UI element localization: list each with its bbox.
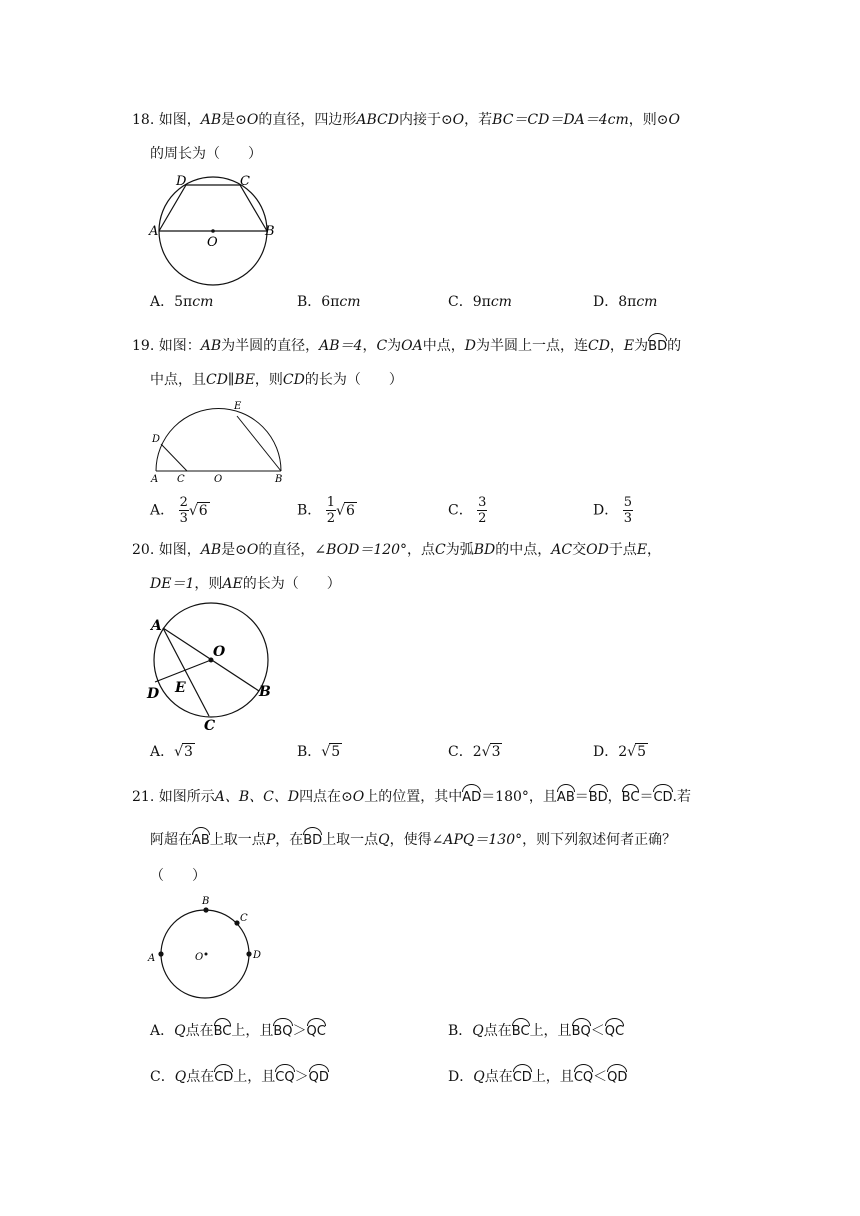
arc-ab: AB <box>557 784 575 808</box>
q19-option-a[interactable]: A． $\frac{2}{3}$ √6 <box>150 495 208 526</box>
arc: QD <box>607 1064 627 1088</box>
arc-bd: BD <box>589 784 608 808</box>
q21-label-d: D <box>253 950 262 961</box>
arc-ab: AB <box>192 827 210 851</box>
q20-label-c: C <box>204 718 216 734</box>
q18-label-c: C <box>240 174 250 189</box>
q21-label-a: A <box>148 953 156 964</box>
q20-option-d[interactable]: D．2√5 <box>593 744 646 760</box>
q21-line1: 21. 如图所示A、B、C、D四点在⊙O上的位置，其中AD＝180°，且AB＝BD，BC＝CD.若 <box>132 784 691 808</box>
arc: BC <box>214 1018 232 1042</box>
arc-bd: BD <box>648 333 667 357</box>
q18-label-o: O <box>207 235 218 250</box>
arc-bc: BC <box>622 784 640 808</box>
q19-label-a: A <box>151 474 159 485</box>
q21-line3: （ ） <box>150 868 206 884</box>
q18-label-d: D <box>176 174 187 189</box>
q19-option-b[interactable]: B． $\frac{1}{2}$ √6 <box>297 495 355 526</box>
q21-label-c: C <box>240 913 248 924</box>
q20-label-o: O <box>213 644 226 660</box>
q19-figure <box>148 398 293 486</box>
q20-label-b: B <box>259 684 271 700</box>
q19-line2: 中点，且CD∥BE，则CD的长为（ ） <box>150 372 403 388</box>
arc-bd: BD <box>303 827 322 851</box>
arc: CD <box>214 1064 233 1088</box>
q20-option-b[interactable]: B．√5 <box>297 744 341 760</box>
q19-option-c[interactable]: C． $\frac{3}{2}$ <box>448 495 487 526</box>
q19-line1: 19. 如图：AB为半圆的直径，AB＝4，C为OA中点，D为半圆上一点，连CD，E为BD的 <box>132 333 681 357</box>
q20-figure <box>143 602 278 734</box>
q21-label-b: B <box>202 896 210 907</box>
q20-option-a[interactable]: A．√3 <box>150 744 193 760</box>
arc: CQ <box>574 1064 593 1088</box>
q21-label-o: O <box>195 952 204 963</box>
q19-label-c: C <box>177 474 185 485</box>
q21-figure <box>143 892 278 1004</box>
q18-option-c[interactable]: C．9πcm <box>448 294 512 310</box>
arc: QD <box>309 1064 329 1088</box>
q18-option-a[interactable]: A．5πcm <box>150 294 214 310</box>
arc: QC <box>605 1018 624 1042</box>
q18-label-a: A <box>149 224 159 239</box>
q18-line1: 18. 如图，AB是⊙O的直径，四边形ABCD内接于⊙O，若BC＝CD＝DA＝4cm，则⊙O <box>132 112 680 128</box>
q18-option-d[interactable]: D．8πcm <box>593 294 658 310</box>
q20-label-e: E <box>175 680 186 696</box>
q20-option-c[interactable]: C．2√3 <box>448 744 501 760</box>
q20-label-a: A <box>151 618 162 634</box>
arc: BC <box>512 1018 530 1042</box>
q19-label-d: D <box>152 434 161 445</box>
arc: CQ <box>275 1064 294 1088</box>
arc: QC <box>307 1018 326 1042</box>
q21-option-d[interactable]: D．Q点在CD上，且CQ＜QD <box>448 1064 627 1088</box>
q18-line2: 的周长为（ ） <box>150 146 262 162</box>
arc: BQ <box>572 1018 591 1042</box>
arc: BQ <box>273 1018 292 1042</box>
arc-cd: CD <box>653 784 672 808</box>
q21-line2: 阿超在AB上取一点P，在BD上取一点Q，使得∠APQ＝130°，则下列叙述何者正确？ <box>150 827 676 851</box>
q20-label-d: D <box>147 686 160 702</box>
q20-line1: 20. 如图，AB是⊙O的直径，∠BOD＝120°，点C为弧BD的中点，AC交OD于点E， <box>132 542 662 558</box>
arc: CD <box>513 1064 532 1088</box>
q18-option-b[interactable]: B．6πcm <box>297 294 361 310</box>
q21-option-a[interactable]: A．Q点在BC上，且BQ＞QC <box>150 1018 326 1042</box>
q20-line2: DE＝1，则AE的长为（ ） <box>150 576 341 592</box>
q21-option-c[interactable]: C．Q点在CD上，且CQ＞QD <box>150 1064 329 1088</box>
q18-label-b: B <box>265 224 275 239</box>
q19-label-e: E <box>234 401 242 412</box>
q19-option-d[interactable]: D． $\frac{5}{3}$ <box>593 495 632 526</box>
q18-figure <box>148 168 283 288</box>
arc-ad: AD <box>462 784 481 808</box>
q21-option-b[interactable]: B．Q点在BC上，且BQ＜QC <box>448 1018 624 1042</box>
q19-label-o: O <box>214 474 223 485</box>
q19-label-b: B <box>275 474 283 485</box>
